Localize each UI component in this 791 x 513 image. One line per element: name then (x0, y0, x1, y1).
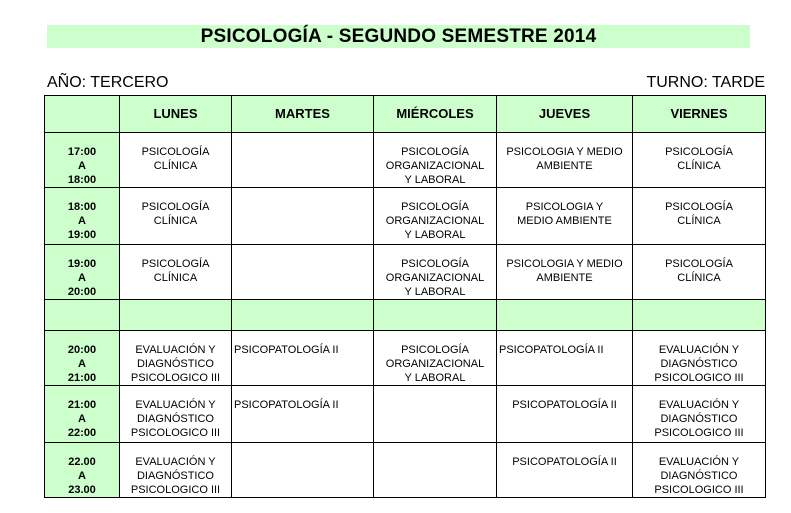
class-cell (633, 133, 766, 188)
time-slot-line: 19:00 (67, 258, 97, 270)
class-cell (374, 386, 497, 443)
class-cell-line: Y LABORAL (404, 174, 466, 186)
class-cell-line: PSICOPATOLOGÍA II (512, 399, 617, 411)
class-cell-line: PSICOPATOLOGÍA II (512, 456, 617, 468)
time-slot-line: A (78, 470, 86, 482)
day-header-martes: MARTES (232, 96, 374, 133)
class-cell (232, 443, 374, 498)
class-cell-line: PSICOPATOLOGÍA II (499, 344, 604, 356)
time-slot-line: A (78, 272, 86, 284)
time-slot-line: A (78, 215, 86, 227)
class-cell (232, 245, 374, 300)
time-slot-cell (45, 443, 120, 498)
class-cell-line: PSICOLOGÍA (141, 146, 210, 158)
class-cell (633, 386, 766, 443)
day-header-miercoles: MIÉRCOLES (374, 96, 497, 133)
class-cell-line: AMBIENTE (536, 160, 593, 172)
class-cell (497, 245, 633, 300)
class-cell-line: MEDIO AMBIENTE (517, 215, 612, 227)
class-cell (374, 245, 497, 300)
class-cell (232, 331, 374, 386)
class-cell (497, 133, 633, 188)
time-slot-line: 22:00 (67, 427, 97, 439)
class-cell-line: PSICOPATOLOGÍA II (234, 344, 339, 356)
day-header-lunes: LUNES (120, 96, 232, 133)
class-cell (497, 331, 633, 386)
day-header-jueves: JUEVES (497, 96, 633, 133)
class-cell-line: ORGANIZACIONAL (385, 215, 485, 227)
class-cell (374, 443, 497, 498)
time-slot-cell (45, 245, 120, 300)
page-title: PSICOLOGÍA - SEGUNDO SEMESTRE 2014 (47, 25, 750, 48)
class-cell-line: PSICOLOGÍA (141, 201, 210, 213)
time-slot-line: 20:00 (67, 344, 97, 356)
class-cell-line: DIAGNÓSTICO (136, 413, 214, 425)
class-cell-line: ORGANIZACIONAL (385, 160, 485, 172)
class-cell (497, 188, 633, 245)
class-cell (497, 386, 633, 443)
break-cell (45, 300, 120, 331)
class-cell (633, 188, 766, 245)
break-cell (120, 300, 232, 331)
time-slot-line: 21:00 (67, 372, 97, 384)
class-cell (374, 331, 497, 386)
break-cell (633, 300, 766, 331)
table-row (45, 443, 766, 498)
time-slot-line: 17:00 (67, 146, 97, 158)
class-cell-line: DIAGNÓSTICO (660, 413, 738, 425)
class-cell-line: CLÍNICA (153, 160, 198, 172)
class-cell-line: PSICOLOGICO III (130, 372, 221, 384)
table-row (45, 245, 766, 300)
year-label: AÑO: TERCERO (47, 74, 169, 91)
table-row (45, 331, 766, 386)
class-cell-line: PSICOLOGIA Y MEDIO (506, 146, 623, 158)
class-cell (120, 386, 232, 443)
class-cell (633, 245, 766, 300)
time-slot-line: 18:00 (67, 201, 97, 213)
class-cell-line: PSICOLOGICO III (130, 484, 221, 496)
class-cell-line: PSICOLOGÍA (665, 146, 733, 158)
time-slot-cell (45, 133, 120, 188)
class-cell (497, 443, 633, 498)
table-row (45, 188, 766, 245)
break-cell (374, 300, 497, 331)
class-cell-line: Y LABORAL (404, 229, 466, 241)
class-cell-line: PSICOLOGÍA (401, 258, 469, 270)
class-cell-line: PSICOLOGIA Y MEDIO (506, 258, 623, 270)
time-slot-line: 22.00 (68, 456, 96, 468)
class-cell-line: EVALUACIÓN Y (135, 456, 216, 468)
class-cell-line: PSICOLOGICO III (654, 484, 744, 496)
class-cell (120, 245, 232, 300)
day-header-viernes: VIERNES (633, 96, 766, 133)
time-slot-line: 21:00 (67, 399, 97, 411)
class-cell-line: CLÍNICA (677, 160, 721, 172)
time-slot-line: A (78, 160, 86, 172)
class-cell-line: CLÍNICA (153, 215, 198, 227)
header-corner (45, 96, 120, 133)
class-cell-line: ORGANIZACIONAL (385, 272, 485, 284)
class-cell-line: PSICOLOGÍA (665, 258, 733, 270)
class-cell-line: EVALUACIÓN Y (658, 399, 740, 411)
class-cell-line: CLÍNICA (153, 272, 198, 284)
class-cell (120, 443, 232, 498)
class-cell (633, 443, 766, 498)
table-row (45, 386, 766, 443)
class-cell-line: EVALUACIÓN Y (658, 456, 740, 468)
class-cell-line: PSICOLOGICO III (654, 372, 744, 384)
header-row (45, 96, 766, 133)
class-cell-line: DIAGNÓSTICO (660, 358, 738, 370)
class-cell (232, 386, 374, 443)
class-cell-line: PSICOLOGIA Y (525, 201, 604, 213)
time-slot-line: A (78, 413, 86, 425)
break-cell (497, 300, 633, 331)
schedule-table (44, 95, 766, 498)
time-slot-line: 23.00 (68, 484, 96, 496)
class-cell (374, 133, 497, 188)
class-cell-line: DIAGNÓSTICO (136, 358, 214, 370)
class-cell-line: PSICOLOGICO III (130, 427, 221, 439)
class-cell-line: PSICOLOGÍA (141, 258, 210, 270)
class-cell-line: CLÍNICA (677, 272, 721, 284)
time-slot-cell (45, 386, 120, 443)
time-slot-line: 20:00 (67, 286, 97, 298)
time-slot-line: 19:00 (67, 229, 97, 241)
class-cell-line: PSICOLOGICO III (654, 427, 744, 439)
class-cell (120, 331, 232, 386)
class-cell-line: PSICOPATOLOGÍA II (234, 399, 339, 411)
class-cell (232, 188, 374, 245)
break-row (45, 300, 766, 331)
time-slot-line: A (78, 358, 86, 370)
time-slot-cell (45, 331, 120, 386)
class-cell-line: AMBIENTE (536, 272, 593, 284)
class-cell-line: CLÍNICA (677, 215, 721, 227)
class-cell-line: EVALUACIÓN Y (135, 344, 216, 356)
class-cell (120, 188, 232, 245)
class-cell-line: ORGANIZACIONAL (385, 358, 485, 370)
time-slot-line: 18:00 (67, 174, 97, 186)
class-cell (374, 188, 497, 245)
class-cell (120, 133, 232, 188)
class-cell (232, 133, 374, 188)
break-cell (232, 300, 374, 331)
table-row (45, 133, 766, 188)
class-cell (633, 331, 766, 386)
class-cell-line: DIAGNÓSTICO (136, 470, 214, 482)
class-cell-line: PSICOLOGÍA (401, 201, 469, 213)
shift-label: TURNO: TARDE (646, 74, 765, 91)
class-cell-line: Y LABORAL (404, 286, 466, 298)
class-cell-line: EVALUACIÓN Y (658, 344, 740, 356)
class-cell-line: PSICOLOGÍA (401, 146, 469, 158)
class-cell-line: PSICOLOGÍA (665, 201, 733, 213)
time-slot-cell (45, 188, 120, 245)
class-cell-line: EVALUACIÓN Y (135, 399, 216, 411)
class-cell-line: DIAGNÓSTICO (660, 470, 738, 482)
class-cell-line: PSICOLOGÍA (401, 344, 469, 356)
class-cell-line: Y LABORAL (404, 372, 466, 384)
